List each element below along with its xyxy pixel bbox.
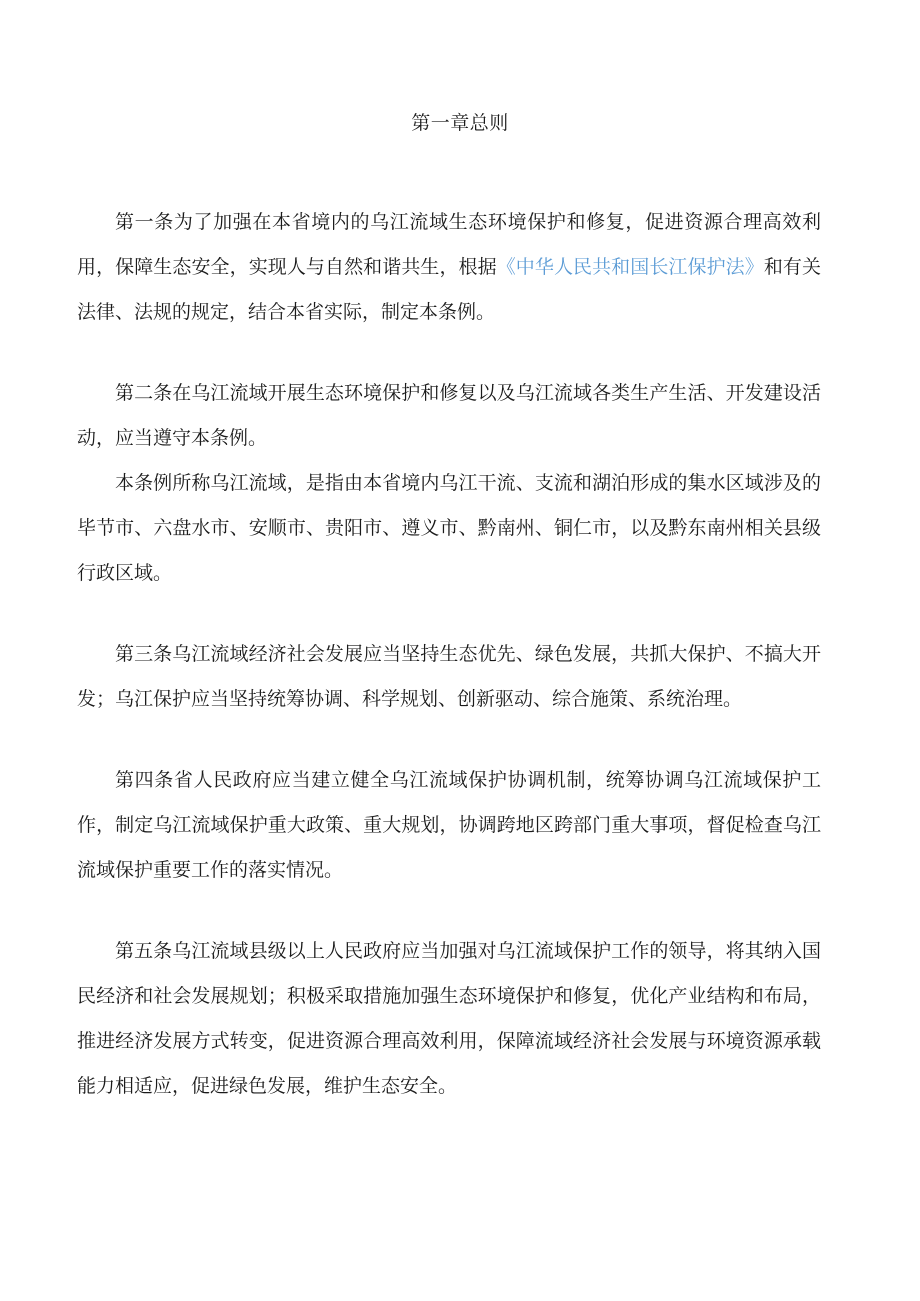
article-1 — [77, 200, 821, 335]
document-body — [77, 200, 821, 1109]
article-2-definition: 本条例所称乌江流域，是指由本省境内乌江干流、支流和湖泊形成的集水区域涉及的毕节市、六盘水市、安顺市、贵阳市、遵义市、黔南州、铜仁市，以及黔东南州相关县级行政区域。 — [77, 472, 821, 584]
article-5: 第五条乌江流域县级以上人民政府应当加强对乌江流域保护工作的领导，将其纳入国民经济和社会发展规划；积极采取措施加强生态环境保护和修复，优化产业结构和布局，推进经济发展方式转变，促进资源合理高效利用，保障流域经济社会发展与环境资源承载能力相适应，促进绿色发展，维护生态安全。 — [77, 940, 821, 1097]
article-1-text-start: 第一条为了加强在本省境内的乌江流域生态环境保护和修复，促进资源合理高效利用，保障生态安全，实现人与自然和谐共生，根据 — [77, 211, 821, 278]
article-2: 第二条在乌江流域开展生态环境保护和修复以及乌江流域各类生产生活、开发建设活动，应当遵守本条例。 — [77, 382, 821, 449]
chapter-title: 第一章总则 — [411, 112, 509, 134]
article-3: 第三条乌江流域经济社会发展应当坚持生态优先、绿色发展，共抓大保护、不搞大开发；乌江保护应当坚持统筹协调、科学规划、创新驱动、综合施策、系统治理。 — [77, 643, 821, 710]
yangtze-protection-law-link[interactable]: 《中华人民共和国长江保护法》 — [496, 256, 764, 278]
article-4: 第四条省人民政府应当建立健全乌江流域保护协调机制，统筹协调乌江流域保护工作，制定乌江流域保护重大政策、重大规划，协调跨地区跨部门重大事项，督促检查乌江流域保护重要工作的落实情况。 — [77, 769, 821, 881]
article-1-text-end: 和有关法律、法规的规定，结合本省实际，制定本条例。 — [77, 256, 821, 323]
